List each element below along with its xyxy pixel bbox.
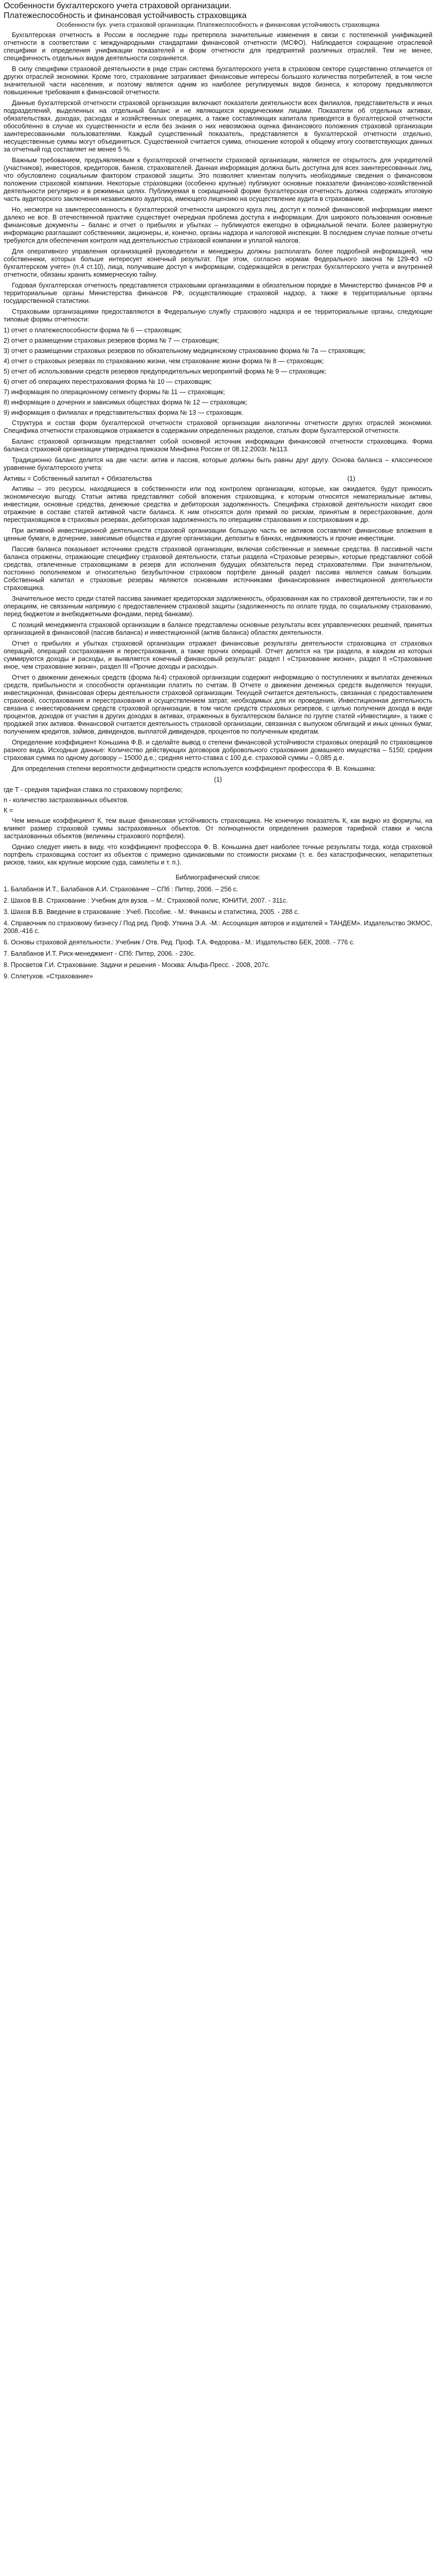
page-subtitle: Особенности бух. учета страховой организации. Платежеспособность и финансовая устойчивость страховщика — [56, 21, 380, 28]
formula-row — [4, 475, 432, 483]
form-list-item: 1) отчет о платежеспособности форма № 6 — страховщик; — [4, 327, 182, 334]
paragraph: При активной инвестиционной деятельности страховой организации большую часть ее активов составляют финансовые вложения в ценные бумаги, в дочерние, зависимые общества и другие организации, депозиты в банках, недвижимость и прочие инвестиции. — [4, 527, 432, 542]
form-list-item: 5) отчет об использовании средств резервов предупредительных мероприятий форма № 9 — страховщик; — [4, 368, 326, 375]
definition: n - количество застрахованных объектов. — [4, 796, 129, 804]
paragraph: Чем меньше коэффициент К, тем выше финансовая устойчивость страховщика. Не конечную показатель К, как видно из формулы, на влияют размер страховой суммы застрахованных объектов. От полноценности определения размеров тарифной ставки и числа застрахованных объектов (величины страхового портфеля). — [4, 817, 432, 840]
paragraph: Но, несмотря на заинтересованность к бухгалтерской отчетности широкого круга лиц, доступ к полной финансовой информации имеют далеко не все. В отечественной практике существует очередная проблема доступа к информации. Для широкого пользования основные финансовые документы – баланс и отчет о прибылях и убытках – публикуются ежегодно в официальной печати. Более развернутую информацию разглашают собственники, акционеры, и, конечно, органы надзора и налоговой инспекции. В последнем случае полные отчеты требуются для обеспечения контроля над деятельностью страховой компании и уплатой налогов. — [4, 206, 432, 244]
page-title-line-1: Особенности бухгалтерского учета страховой организации. — [4, 2, 232, 10]
document — [0, 0, 436, 980]
balance-formula: Активы = Собственный капитал + Обязательства — [4, 475, 152, 482]
definition: где Т - средняя тарифная ставка по страховому портфелю; — [4, 786, 183, 793]
bibliography-item: 9. Сплетухов. «Страхование» — [4, 973, 93, 980]
bibliography-item: 3. Шахов В.В. Введение в страхование : Учеб. Пособие. - М.: Финансы и статистика, 2005. - 288 с. — [4, 908, 300, 916]
formula-number: (1) — [347, 475, 355, 482]
paragraph: Бухгалтерская отчетность в России в последние годы претерпела значительные изменения в связи с постепенной унификацией отчетности в соответствии с международными стандартами финансовой отчетности (МСФО). Наблюдается сокращение отраслевой специфики и определения унификации показателей и форм отчетности для предприятий различных отраслей. Тем не менее, специфичность отдельных видов деятельности сохраняется. — [4, 31, 432, 62]
paragraph: С позиций менеджмента страховой организации в балансе представлены основные результаты всех управленческих решений, принятых организацией в финансовой (пассив баланса) и инвестиционной (актив баланса) областях деятельности. — [4, 621, 432, 636]
form-list-item: 4) отчет о страховых резервах по страхованию жизни, чем страхование жизни форма № 8 — страховщик; — [4, 358, 324, 365]
form-list-item: 2) отчет о размещении страховых резервов форма № 7 — страховщик; — [4, 337, 219, 344]
page-title-line-2: Платежеспособность и финансовая устойчивость страховщика — [4, 11, 247, 20]
paragraph: Для оперативного управления организацией руководители и менеджеры должны располагать более подробной информацией, чем собственники, которых больше интересует конечный результат. При этом, согласно нормам Федерального закона №129-ФЗ «О бухгалтерском учете» (п.4 ст.10), лица, получившие доступ к информации, содержащейся в регистрах бухгалтерского учета и внутренней отчетности, обязаны хранить коммерческую тайну. — [4, 248, 432, 278]
paragraph: Значительное место среди статей пассива занимает кредиторская задолженность, образованная как по страховой деятельности, так и по операциям, не связанным напрямую с предоставлением страховой защиты (задолженность по оплате труда, по социальному страхованию, перед бюджетом и внебюджетными фондами, перед банками). — [4, 595, 432, 618]
bibliography-item: 8. Просветов Г.И. Страхование. Задачи и решения - Москва: Альфа-Пресс. - 2008, 207с. — [4, 961, 270, 969]
form-list-item: 8) информация о дочерних и зависимых обществах форма № 12 — страховщик; — [4, 399, 248, 406]
bibliography-item: 7. Балабанов И.Т. Риск-менеджмент - СПб: Питер, 2006. - 230с. — [4, 950, 196, 957]
paragraph: Страховыми организациями предоставляются в Федеральную службу страхового надзора и ее территориальные органы, следующие типовые формы отчетности: — [4, 308, 432, 323]
form-list-item: 6) отчет об операциях перестрахования форма № 10 — страховщик; — [4, 378, 212, 385]
paragraph: В силу специфики страховой деятельности в ряде стран система бухгалтерского учета в страховом секторе существенно отличается от других отраслей экономики. Кроме того, страхование затрагивает финансовые интересы большого количества потребителей, в том числе значительной части населения, и поэтому является одним из наиболее регулируемых видов бизнеса, к которому предъявляются повышенные требования к финансовой отчетности. — [4, 65, 432, 96]
bibliography-item: 1. Балабанов И.Т., Балабанов А.И. Страхование – СПб : Питер, 2006. – 256 с. — [4, 886, 238, 893]
formula-number-2: (1) — [214, 776, 222, 783]
form-list-item: 7) информация по операционному сегменту формы № 11 — страховщик; — [4, 388, 225, 396]
paragraph: Годовая бухгалтерская отчетность представляется страховыми организациями в обязательном порядке в Министерство финансов РФ и территориальные органы Министерства финансов РФ, осуществляющие страховой надзор, а также в территориальные органы государственной статистики. — [4, 282, 432, 304]
paragraph: Отчет о прибылях и убытках страховой организации отражает финансовые результаты деятельности страховщика от страховых операций, операций сострахования и перестрахования, а также прочих операций. Отчет делится на три раздела, в каждом из которых суммируются доходы и расходы, и выявляется конечный финансовый результат: раздел I «Страхование жизни», раздел II «Страхование иное, чем страхование жизни», раздел III «Прочие доходы и расходы». — [4, 640, 432, 670]
bibliography-item: 4. Справочник по страховому бизнесу / Под ред. Проф. Уткина Э.А. -М.: Ассоциация авторов и издателей « ТАНДЕМ». Издательство ЭКМОС, 2008.-416 с. — [4, 920, 432, 935]
paragraph: Для определения степени вероятности дефицитности средств используется коэффициент профессора Ф. В. Коньшина: — [12, 765, 376, 772]
paragraph: Однако следует иметь в виду, что коэффициент профессора Ф. В. Коньшина дает наиболее точные результаты тогда, когда страховой портфель страховщика состоит из объектов с примерно одинаковыми по стоимости рисками (т. е. без катастрофических, непаритетных рисков, таких, как крупные морские суда, самолеты и т. п.). — [4, 843, 432, 866]
paragraph: Традиционно баланс делится на две части: актив и пассив, которые должны быть равны друг другу. Основа баланса – классическое уравнение бухгалтерского учета: — [4, 456, 432, 471]
paragraph: Пассив баланса показывает источники средств страховой организации, включая собственные и заемные средства. В пассивной части баланса отражены, отражающие специфику страховой деятельности, статьи раздела «Страховые резервы», которые представляют собой средства, отвлеченные страховщиками в резерв для исполнения будущих обязательств перед страхователями. При значительном, постоянно пополняемом и относительно безубыточном страховом портфеле данный раздел пассива является самым большим. Собственный капитал и страховые резервы являются основными источниками финансирования инвестиционной деятельности страховщика. — [4, 546, 432, 591]
paragraph: Активы – это ресурсы, находящиеся в собственности или под контролем организации, которые, как ожидается, будут приносить экономическую выгоду. Статьи актива представляют собой вложения страховщика, к которым относятся нематериальные активы, инвестиции, основные средства, денежные средства и дебиторская задолженность. Специфика страховой деятельности находит свое отражение в составе статей активной части баланса. К ним относятся доля премий по рискам, принятым в перестрахование, доля перестраховщиков в страховых резервах, дебиторская задолженность по операциям страхования и сострахования и др. — [4, 485, 432, 523]
paragraph: Данные бухгалтерской отчетности страховой организации включают показатели деятельности всех филиалов, представительств и иных подразделений, выделенных на отдельный баланс и не являющихся юридическими лицами. Показатели об отдельных активах, обязательствах, доходах, расходах и хозяйственных операциях, а также составляющих капитала приводятся в бухгалтерской отчетности обособленно в случае их существенности и если без знания о них невозможна оценка финансового положения страховой организации заинтересованными пользователями. Каждый существенный показатель, представляется в бухгалтерской отчетности отдельно, несущественные суммы могут объединяться. Существенной считается сумма, отношение которой к общему итогу соответствующих данных за отчетный год составляет не менее 5 %. — [4, 99, 432, 153]
bibliography-item: 6. Основы страховой деятельности.: Учебник / Отв. Ред. Проф. Т.А. Федорова.- М.: Издательство БЕК, 2008. - 776 с. — [4, 939, 355, 946]
paragraph: Определение коэффициент Коньшина Ф.В. и сделайте вывод о степени финансовой устойчивости страховых операций по страховщиков разного вида. Исходные данные: Количество действующих договоров добровольного страхования домашнего имущества – 5150; средняя страховая сумма по одному договору – 15000 д.е.; средняя нетто-ставка с 100 д.е. страховой суммы – 0,085 д.е. — [4, 739, 432, 761]
form-list-item: 9) информация о филиалах и представительствах форма № 13 — страховщик. — [4, 409, 243, 416]
form-list-item: 3) отчет о размещении страховых резервов по обязательному медицинскому страхованию форма № 7а — страховщик; — [4, 347, 366, 354]
paragraph: Структура и состав форм бухгалтерской отчетности страховой организации аналогичны отчетности других отраслей экономики. Специфика отчетности страховщиков отражается в содержании определенных разделов, статьях форм бухгалтерской отчетности. — [4, 419, 432, 434]
definition: К = — [4, 807, 13, 814]
bibliography-item: 2. Шахов В.В. Страхование : Учебник для вузов. – М.: Страховой полис, ЮНИТИ, 2007. - 311с. — [4, 897, 288, 904]
paragraph: Баланс страховой организации представляет собой основной источник информации финансовой отчетности страховщика. Форма баланса страховой организации утверждена приказом Минфина России от 08.12.2003г. №113. — [4, 438, 432, 453]
paragraph: Важным требованием, предъявляемым к бухгалтерской отчетности страховой организации, является ее открытость для учредителей (участников), инвесторов, кредиторов, банков, страхователей. Данная информация должна быть доступна для всех заинтересованных лиц, что обусловлено социальным фактором страховой защиты. Это позволяет клиентам получить необходимые сведения о финансовом положении страховой компании. Некоторые страховщики (особенно крупные) публикуют основные показатели финансово-хозяйственной деятельности регулярно и в режимных целях. Публикуемая в сокращенной форме бухгалтерская отчетность должна содержать итоговую часть аудиторского заключения независимого аудитора, имеющего лицензию на осуществление аудита в страховании. — [4, 157, 432, 202]
bibliography-title: Библиографический список: — [176, 874, 260, 881]
paragraph: Отчет о движении денежных средств (форма №4) страховой организации содержит информацию о поступлениях и выплатах денежных средств, прибыльности и способности организации платить по счетам. В Отчете о движении денежных средств выделяются текущая, инвестиционная, финансовая сферы деятельности страховой организации. Текущей считается деятельность, связанная с предоставлением страховой, сострахования и перестрахования и осуществлением затрат, необходимых для их проведения. Инвестиционная деятельность связана с инвестированием средств страховой организации, в том числе средств страховых резервов, с целью получения дохода в виде процентов, доходов от участия в других доходах в активах, отраженных в бухгалтерском балансе по группе статей «Инвестиции», а также с продажей этих активов. Финансовой считается деятельность страховой организации, связанная с выпуском облигаций и иных ценных бумаг, получением кредитов, займов, дивидендов, выплатой дивидендов, процентов по полученным кредитам. — [4, 674, 432, 735]
